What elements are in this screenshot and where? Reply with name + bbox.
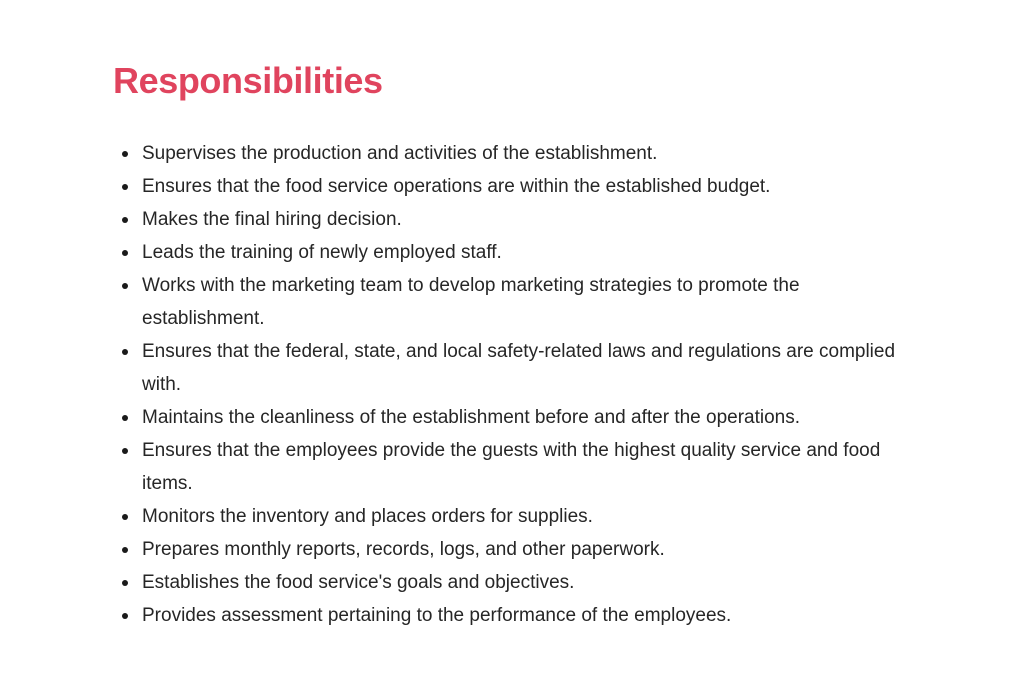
list-item-text: Supervises the production and activities of the establishment. [142,143,658,164]
list-item [142,401,912,434]
list-item [142,599,912,632]
bullet-icon [122,151,128,157]
bullet-icon [122,250,128,256]
list-item-text: Provides assessment pertaining to the performance of the employees. [142,605,732,626]
list-item-text: Leads the training of newly employed staff. [142,242,502,263]
list-item [142,335,912,401]
list-item [142,533,912,566]
list-item-text: Maintains the cleanliness of the establishment before and after the operations. [142,407,801,428]
list-item [142,170,912,203]
responsibilities-list [142,137,912,632]
bullet-icon [122,514,128,520]
bullet-icon [122,547,128,553]
list-item [142,203,912,236]
list-item-text: Ensures that the food service operations are within the established budget. [142,176,771,197]
bullet-icon [122,217,128,223]
list-item [142,566,912,599]
list-item-text: Prepares monthly reports, records, logs, and other paperwork. [142,539,665,560]
list-item [142,500,912,533]
list-item-text: Ensures that the employees provide the guests with the highest quality service and food items. [142,440,881,494]
bullet-icon [122,448,128,454]
bullet-icon [122,613,128,619]
list-item [142,434,912,500]
bullet-icon [122,184,128,190]
list-item [142,137,912,170]
list-item [142,236,912,269]
list-item-text: Works with the marketing team to develop marketing strategies to promote the establishment. [142,275,800,329]
list-item-text: Ensures that the federal, state, and local safety-related laws and regulations are complied with. [142,341,896,395]
bullet-icon [122,415,128,421]
list-item [142,269,912,335]
bullet-icon [122,283,128,289]
bullet-icon [122,349,128,355]
list-item-text: Makes the final hiring decision. [142,209,402,230]
bullet-icon [122,580,128,586]
list-item-text: Monitors the inventory and places orders for supplies. [142,506,593,527]
list-item-text: Establishes the food service's goals and objectives. [142,572,575,593]
section-title: Responsibilities [113,60,383,101]
